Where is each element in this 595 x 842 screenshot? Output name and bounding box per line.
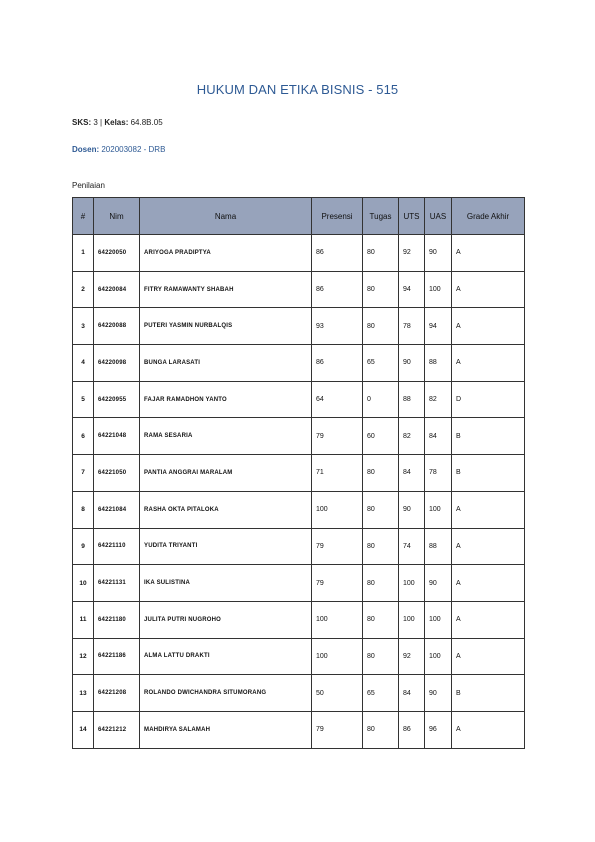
tugas-cell: 80 [363,565,399,602]
name-cell: PANTIA ANGGRAI MARALAM [140,455,312,492]
uts-cell: 92 [399,638,425,675]
nim-cell: 64220084 [94,271,140,308]
table-row [73,491,525,528]
uts-cell: 78 [399,308,425,345]
table-row [73,455,525,492]
uts-cell: 92 [399,235,425,272]
sks-label: SKS: [72,118,92,127]
uas-cell: 90 [425,565,452,602]
uts-cell: 88 [399,381,425,418]
uts-cell: 100 [399,601,425,638]
tugas-cell: 80 [363,638,399,675]
lecturer-meta [72,145,165,154]
tugas-cell: 65 [363,345,399,382]
presensi-cell: 79 [312,418,363,455]
table-row [73,308,525,345]
uas-cell: 94 [425,308,452,345]
uas-cell: 84 [425,418,452,455]
grade-cell: A [452,345,525,382]
presensi-cell: 50 [312,675,363,712]
table-row [73,418,525,455]
name-cell: FAJAR RAMADHON YANTO [140,381,312,418]
table-header-row [73,198,525,235]
table-row [73,345,525,382]
uas-cell: 78 [425,455,452,492]
uas-cell: 88 [425,528,452,565]
grade-cell: D [452,381,525,418]
tugas-cell: 65 [363,675,399,712]
table-row [73,528,525,565]
nim-cell: 64221208 [94,675,140,712]
presensi-cell: 100 [312,638,363,675]
presensi-cell: 79 [312,711,363,748]
name-cell: FITRY RAMAWANTY SHABAH [140,271,312,308]
table-row [73,675,525,712]
uas-cell: 100 [425,491,452,528]
presensi-cell: 93 [312,308,363,345]
uts-cell: 74 [399,528,425,565]
grade-cell: A [452,601,525,638]
column-header: Nama [140,198,312,235]
uas-cell: 100 [425,601,452,638]
table-row [73,235,525,272]
presensi-cell: 86 [312,271,363,308]
table-row [73,271,525,308]
sks-value: 3 [93,118,98,127]
course-meta [72,118,163,127]
name-cell: MAHDIRYA SALAMAH [140,711,312,748]
table-row [73,711,525,748]
presensi-cell: 64 [312,381,363,418]
grades-table [72,197,525,749]
name-cell: ROLANDO DWICHANDRA SITUMORANG [140,675,312,712]
grade-cell: B [452,418,525,455]
name-cell: IKA SULISTINA [140,565,312,602]
uts-cell: 100 [399,565,425,602]
nim-cell: 64221084 [94,491,140,528]
table-row [73,381,525,418]
nim-cell: 64220088 [94,308,140,345]
tugas-cell: 0 [363,381,399,418]
nim-cell: 64221186 [94,638,140,675]
uas-cell: 100 [425,271,452,308]
uts-cell: 90 [399,491,425,528]
uas-cell: 90 [425,675,452,712]
column-header: Presensi [312,198,363,235]
grade-cell: A [452,308,525,345]
row-number: 12 [73,638,94,675]
table-row [73,601,525,638]
presensi-cell: 100 [312,601,363,638]
nim-cell: 64220098 [94,345,140,382]
column-header: Grade Akhir [452,198,525,235]
grade-cell: A [452,491,525,528]
uts-cell: 94 [399,271,425,308]
dosen-value: 202003082 - DRB [101,145,166,154]
row-number: 10 [73,565,94,602]
row-number: 9 [73,528,94,565]
nim-cell: 64221110 [94,528,140,565]
row-number: 2 [73,271,94,308]
presensi-cell: 71 [312,455,363,492]
section-label: Penilaian [72,181,105,190]
name-cell: PUTERI YASMIN NURBALQIS [140,308,312,345]
nim-cell: 64220050 [94,235,140,272]
tugas-cell: 60 [363,418,399,455]
uts-cell: 84 [399,675,425,712]
column-header: # [73,198,94,235]
page-title: HUKUM DAN ETIKA BISNIS - 515 [196,82,399,97]
grade-cell: A [452,235,525,272]
row-number: 13 [73,675,94,712]
name-cell: YUDITA TRIYANTI [140,528,312,565]
row-number: 5 [73,381,94,418]
presensi-cell: 79 [312,565,363,602]
tugas-cell: 80 [363,308,399,345]
name-cell: ARIYOGA PRADIPTYA [140,235,312,272]
row-number: 8 [73,491,94,528]
nim-cell: 64221048 [94,418,140,455]
name-cell: BUNGA LARASATI [140,345,312,382]
name-cell: ALMA LATTU DRAKTI [140,638,312,675]
row-number: 3 [73,308,94,345]
name-cell: RAMA SESARIA [140,418,312,455]
name-cell: RASHA OKTA PITALOKA [140,491,312,528]
tugas-cell: 80 [363,601,399,638]
uas-cell: 96 [425,711,452,748]
uas-cell: 82 [425,381,452,418]
kelas-value: 64.8B.05 [130,118,163,127]
nim-cell: 64221212 [94,711,140,748]
tugas-cell: 80 [363,711,399,748]
uas-cell: 90 [425,235,452,272]
row-number: 14 [73,711,94,748]
grade-cell: B [452,455,525,492]
nim-cell: 64221050 [94,455,140,492]
uts-cell: 84 [399,455,425,492]
column-header: Nim [94,198,140,235]
grade-cell: A [452,638,525,675]
tugas-cell: 80 [363,528,399,565]
grade-cell: A [452,711,525,748]
grade-cell: A [452,271,525,308]
grade-cell: B [452,675,525,712]
presensi-cell: 86 [312,235,363,272]
tugas-cell: 80 [363,235,399,272]
uas-cell: 88 [425,345,452,382]
nim-cell: 64220955 [94,381,140,418]
tugas-cell: 80 [363,491,399,528]
column-header: UTS [399,198,425,235]
uts-cell: 90 [399,345,425,382]
presensi-cell: 86 [312,345,363,382]
kelas-label: Kelas: [104,118,129,127]
nim-cell: 64221180 [94,601,140,638]
uas-cell: 100 [425,638,452,675]
tugas-cell: 80 [363,271,399,308]
name-cell: JULITA PUTRI NUGROHO [140,601,312,638]
presensi-cell: 79 [312,528,363,565]
uts-cell: 82 [399,418,425,455]
uts-cell: 86 [399,711,425,748]
row-number: 11 [73,601,94,638]
column-header: Tugas [363,198,399,235]
grade-cell: A [452,565,525,602]
nim-cell: 64221131 [94,565,140,602]
grade-cell: A [452,528,525,565]
row-number: 7 [73,455,94,492]
row-number: 4 [73,345,94,382]
table-body [73,235,525,749]
row-number: 1 [73,235,94,272]
column-header: UAS [425,198,452,235]
table-row [73,638,525,675]
dosen-label: Dosen: [72,145,100,154]
row-number: 6 [73,418,94,455]
table-row [73,565,525,602]
tugas-cell: 80 [363,455,399,492]
presensi-cell: 100 [312,491,363,528]
meta-separator: | [100,118,103,127]
